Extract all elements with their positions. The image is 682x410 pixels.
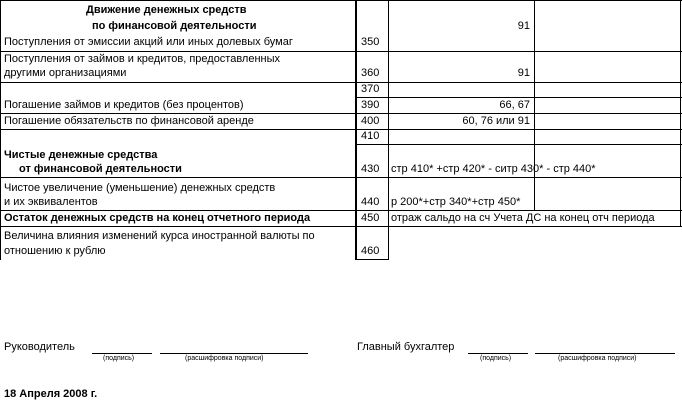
section-title: по финансовой деятельности [92, 20, 257, 32]
divider [0, 177, 682, 178]
row-code: 440 [361, 196, 380, 208]
divider [0, 113, 682, 114]
row-code: 460 [361, 245, 380, 257]
divider [0, 0, 1, 260]
row-code: 360 [361, 67, 380, 79]
accountant-signature-label: Главный бухгалтер [357, 341, 455, 353]
row-label: Чистое увеличение (уменьшение) денежных средств [4, 182, 276, 194]
head-sign-caption: (подпись) [103, 355, 135, 362]
row-code: 450 [361, 212, 380, 224]
row-label: и их эквивалентов [4, 196, 98, 208]
row-label: Погашение обязательств по финансовой аренде [4, 115, 254, 127]
report-date: 18 Апреля 2008 г. [4, 388, 98, 400]
row-label: отношению к рублю [4, 245, 106, 257]
head-decode-caption: (расшифровка подписи) [185, 355, 264, 362]
note-cell: 91 [517, 20, 530, 32]
divider [355, 144, 682, 145]
note-cell: отраж сальдо на сч Учета ДС на конец отч периода [391, 212, 655, 224]
row-code: 400 [361, 115, 380, 127]
divider [534, 0, 535, 210]
head-signature-line [92, 353, 152, 354]
divider [0, 0, 682, 1]
head-signature-label: Руководитель [4, 341, 75, 353]
row-label: другими организациями [4, 67, 127, 79]
divider [355, 0, 357, 260]
divider [355, 259, 389, 260]
head-decode-line [160, 353, 308, 354]
row-label: Поступления от займов и кредитов, предоставленных [4, 53, 281, 65]
row-code: 370 [361, 83, 380, 95]
row-code: 350 [361, 36, 380, 48]
accountant-decode-line [535, 353, 675, 354]
row-label: от финансовой деятельности [19, 163, 182, 175]
accountant-signature-line [468, 353, 528, 354]
note-cell: 66, 67 [499, 99, 530, 111]
note-cell: 91 [517, 67, 530, 79]
row-code: 410 [361, 130, 380, 142]
divider [0, 51, 682, 52]
row-label: Остаток денежных средств на конец отчетного периода [4, 212, 311, 224]
note-cell: р 200*+стр 340*+стр 450* [391, 196, 521, 208]
divider [0, 129, 682, 130]
accountant-sign-caption: (подпись) [480, 355, 512, 362]
divider [0, 82, 682, 83]
row-code: 430 [361, 163, 380, 175]
note-cell: 60, 76 или 91 [462, 115, 530, 127]
row-label: Чистые денежные средства [4, 149, 158, 161]
row-label: Величина влияния изменений курса иностранной валюты по [4, 230, 315, 242]
row-label: Поступления от эмиссии акций или иных долевых бумаг [4, 36, 293, 48]
divider [0, 210, 682, 211]
divider [355, 97, 682, 98]
row-code: 390 [361, 99, 380, 111]
section-title: Движение денежных средств [86, 4, 247, 16]
row-label: Погашение займов и кредитов (без процентов) [4, 99, 244, 111]
accountant-decode-caption: (расшифровка подписи) [558, 355, 637, 362]
divider [0, 226, 682, 227]
note-cell: стр 410* +стр 420* - ситр 430* - стр 440* [391, 163, 596, 175]
